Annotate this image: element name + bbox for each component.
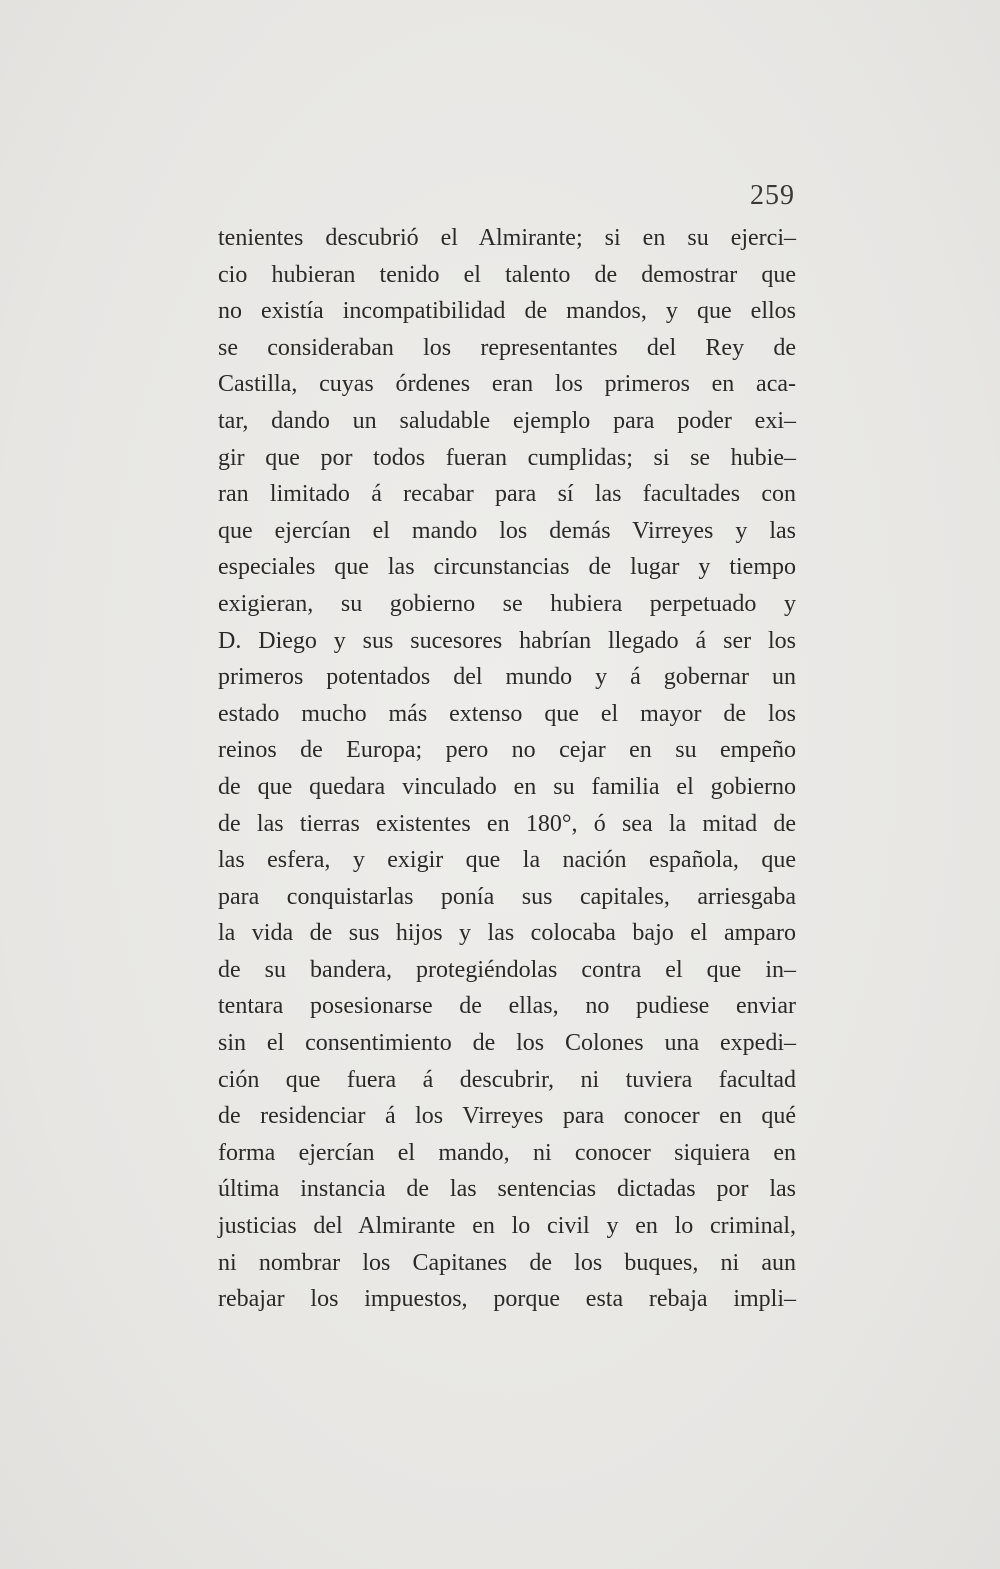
text-line: especiales que las circunstancias de lugar y tiempo: [218, 554, 796, 581]
text-line: forma ejercían el mando, ni conocer siquiera en: [218, 1139, 796, 1166]
text-line: rebajar los impuestos, porque esta rebaja impli–: [218, 1286, 796, 1313]
text-line: la vida de sus hijos y las colocaba bajo el amparo: [218, 920, 796, 947]
text-line: sin el consentimiento de los Colones una expedi–: [218, 1030, 796, 1057]
text-line: primeros potentados del mundo y á gobernar un: [218, 664, 796, 691]
text-line: exigieran, su gobierno se hubiera perpetuado y: [218, 590, 796, 617]
text-line: cio hubieran tenido el talento de demostrar que: [218, 261, 796, 288]
page-number: 259: [750, 180, 795, 211]
text-line: reinos de Europa; pero no cejar en su empeño: [218, 737, 796, 764]
text-line: ción que fuera á descubrir, ni tuviera facultad: [218, 1066, 796, 1093]
text-line: ran limitado á recabar para sí las facultades con: [218, 481, 796, 508]
text-line: justicias del Almirante en lo civil y en lo criminal,: [218, 1213, 796, 1240]
text-line: Castilla, cuyas órdenes eran los primeros en aca-: [218, 371, 796, 398]
text-line: estado mucho más extenso que el mayor de los: [218, 700, 796, 727]
text-line: de residenciar á los Virreyes para conocer en qué: [218, 1103, 796, 1130]
text-line: no existía incompatibilidad de mandos, y que ellos: [218, 298, 796, 325]
text-line: tenientes descubrió el Almirante; si en su ejerci–: [218, 225, 796, 251]
text-line: D. Diego y sus sucesores habrían llegado á ser los: [218, 627, 796, 654]
text-line: última instancia de las sentencias dictadas por las: [218, 1176, 796, 1203]
text-line: ni nombrar los Capitanes de los buques, ni aun: [218, 1249, 796, 1276]
text-line: de su bandera, protegiéndolas contra el que in–: [218, 956, 796, 983]
text-line: tar, dando un saludable ejemplo para poder exi–: [218, 407, 796, 434]
body-text: [218, 220, 796, 1318]
text-line: tentara posesionarse de ellas, no pudiese enviar: [218, 993, 796, 1020]
text-line: que ejercían el mando los demás Virreyes y las: [218, 517, 796, 544]
text-line: de las tierras existentes en 180°, ó sea la mitad de: [218, 810, 796, 837]
text-line: para conquistarlas ponía sus capitales, arriesgaba: [218, 883, 796, 910]
text-line: las esfera, y exigir que la nación española, que: [218, 847, 796, 874]
text-line: se consideraban los representantes del Rey de: [218, 334, 796, 361]
text-line: gir que por todos fueran cumplidas; si se hubie–: [218, 444, 796, 471]
text-line: de que quedara vinculado en su familia el gobierno: [218, 773, 796, 800]
